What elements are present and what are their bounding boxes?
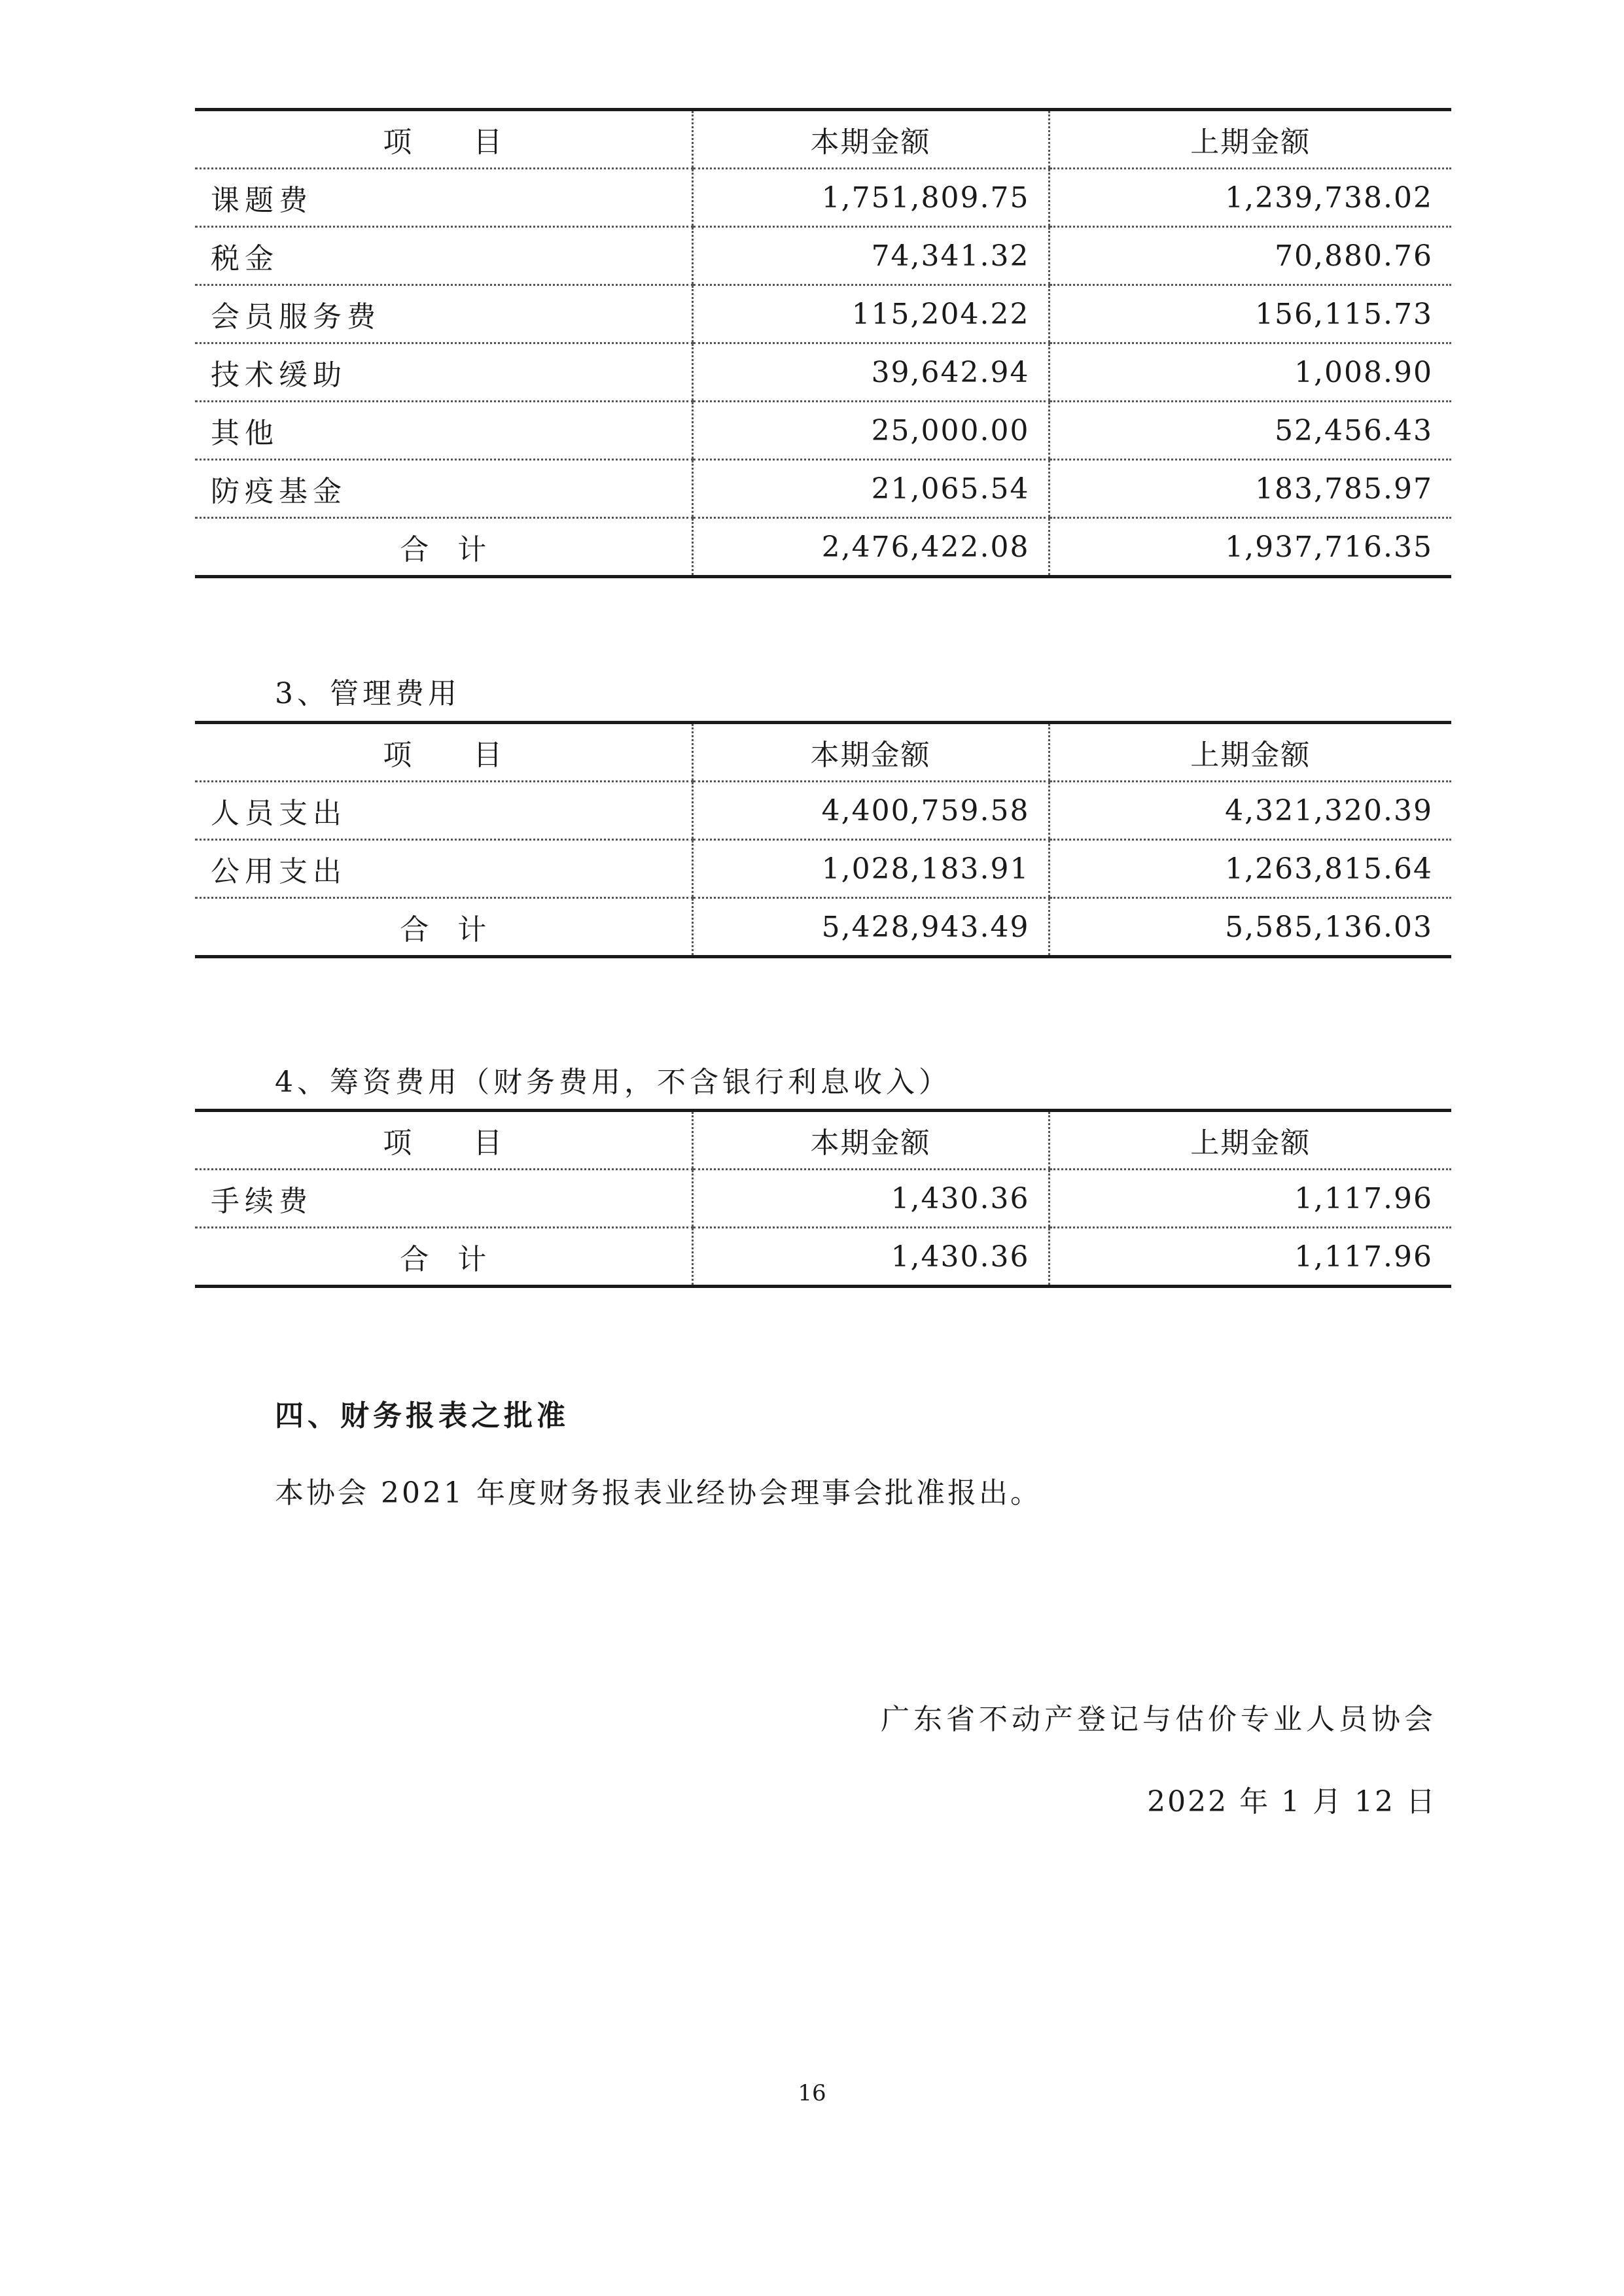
row-item: 技术缓助: [195, 343, 692, 402]
table-header-row: [195, 110, 1451, 169]
row-current: 115,204.22: [692, 285, 1049, 343]
row-previous: 4,321,320.39: [1049, 782, 1451, 840]
header-previous: 上期金额: [1049, 723, 1451, 782]
header-previous: 上期金额: [1049, 110, 1451, 169]
total-row: [195, 518, 1451, 577]
row-previous: 1,008.90: [1049, 343, 1451, 402]
approval-section-title: 四、财务报表之批准: [275, 1399, 569, 1433]
header-item: 项 目: [195, 1111, 692, 1170]
header-current: 本期金额: [692, 1111, 1049, 1170]
row-previous: 183,785.97: [1049, 460, 1451, 518]
row-previous: 70,880.76: [1049, 227, 1451, 285]
total-current: 5,428,943.49: [692, 898, 1049, 957]
row-item: 公用支出: [195, 840, 692, 898]
table-row: [195, 782, 1451, 840]
table-row: [195, 840, 1451, 898]
row-current: 1,028,183.91: [692, 840, 1049, 898]
total-row: [195, 1228, 1451, 1287]
table-row: [195, 402, 1451, 460]
financing-expense-table: [195, 1109, 1451, 1288]
row-item: 课题费: [195, 169, 692, 227]
total-label: 合 计: [400, 913, 487, 947]
row-item: 防疫基金: [195, 460, 692, 518]
page-number: 16: [798, 2080, 826, 2106]
total-label: 合 计: [400, 1243, 487, 1276]
table-row: [195, 285, 1451, 343]
table-row: [195, 343, 1451, 402]
total-row: [195, 898, 1451, 957]
table-row: [195, 169, 1451, 227]
row-previous: 1,117.96: [1049, 1170, 1451, 1228]
header-current: 本期金额: [692, 110, 1049, 169]
table-header-row: [195, 1111, 1451, 1170]
header-previous: 上期金额: [1049, 1111, 1451, 1170]
approval-paragraph: 本协会 2021 年度财务报表业经协会理事会批准报出。: [275, 1476, 1042, 1510]
row-current: 1,751,809.75: [692, 169, 1049, 227]
expense-table-1: [195, 108, 1451, 578]
row-previous: 1,239,738.02: [1049, 169, 1451, 227]
admin-expense-table: [195, 721, 1451, 958]
row-previous: 52,456.43: [1049, 402, 1451, 460]
header-item: 项 目: [195, 723, 692, 782]
row-previous: 156,115.73: [1049, 285, 1451, 343]
total-current: 1,430.36: [692, 1228, 1049, 1287]
row-item: 人员支出: [195, 782, 692, 840]
total-previous: 1,937,716.35: [1049, 518, 1451, 577]
row-current: 39,642.94: [692, 343, 1049, 402]
signature-date: 2022 年 1 月 12 日: [1147, 1785, 1437, 1818]
header-current: 本期金额: [692, 723, 1049, 782]
row-current: 21,065.54: [692, 460, 1049, 518]
row-item: 会员服务费: [195, 285, 692, 343]
header-item: 项 目: [195, 110, 692, 169]
organization-name: 广东省不动产登记与估价专业人员协会: [881, 1703, 1437, 1736]
row-current: 25,000.00: [692, 402, 1049, 460]
section-4-title: 4、筹资费用（财务费用，不含银行利息收入）: [275, 1066, 951, 1099]
table-header-row: [195, 723, 1451, 782]
total-label: 合 计: [400, 533, 487, 566]
section-3-title: 3、管理费用: [275, 677, 461, 710]
table-row: [195, 227, 1451, 285]
total-previous: 5,585,136.03: [1049, 898, 1451, 957]
row-previous: 1,263,815.64: [1049, 840, 1451, 898]
row-item: 手续费: [195, 1170, 692, 1228]
row-current: 74,341.32: [692, 227, 1049, 285]
row-item: 其他: [195, 402, 692, 460]
total-previous: 1,117.96: [1049, 1228, 1451, 1287]
total-current: 2,476,422.08: [692, 518, 1049, 577]
row-item: 税金: [195, 227, 692, 285]
row-current: 1,430.36: [692, 1170, 1049, 1228]
row-current: 4,400,759.58: [692, 782, 1049, 840]
table-row: [195, 460, 1451, 518]
table-row: [195, 1170, 1451, 1228]
